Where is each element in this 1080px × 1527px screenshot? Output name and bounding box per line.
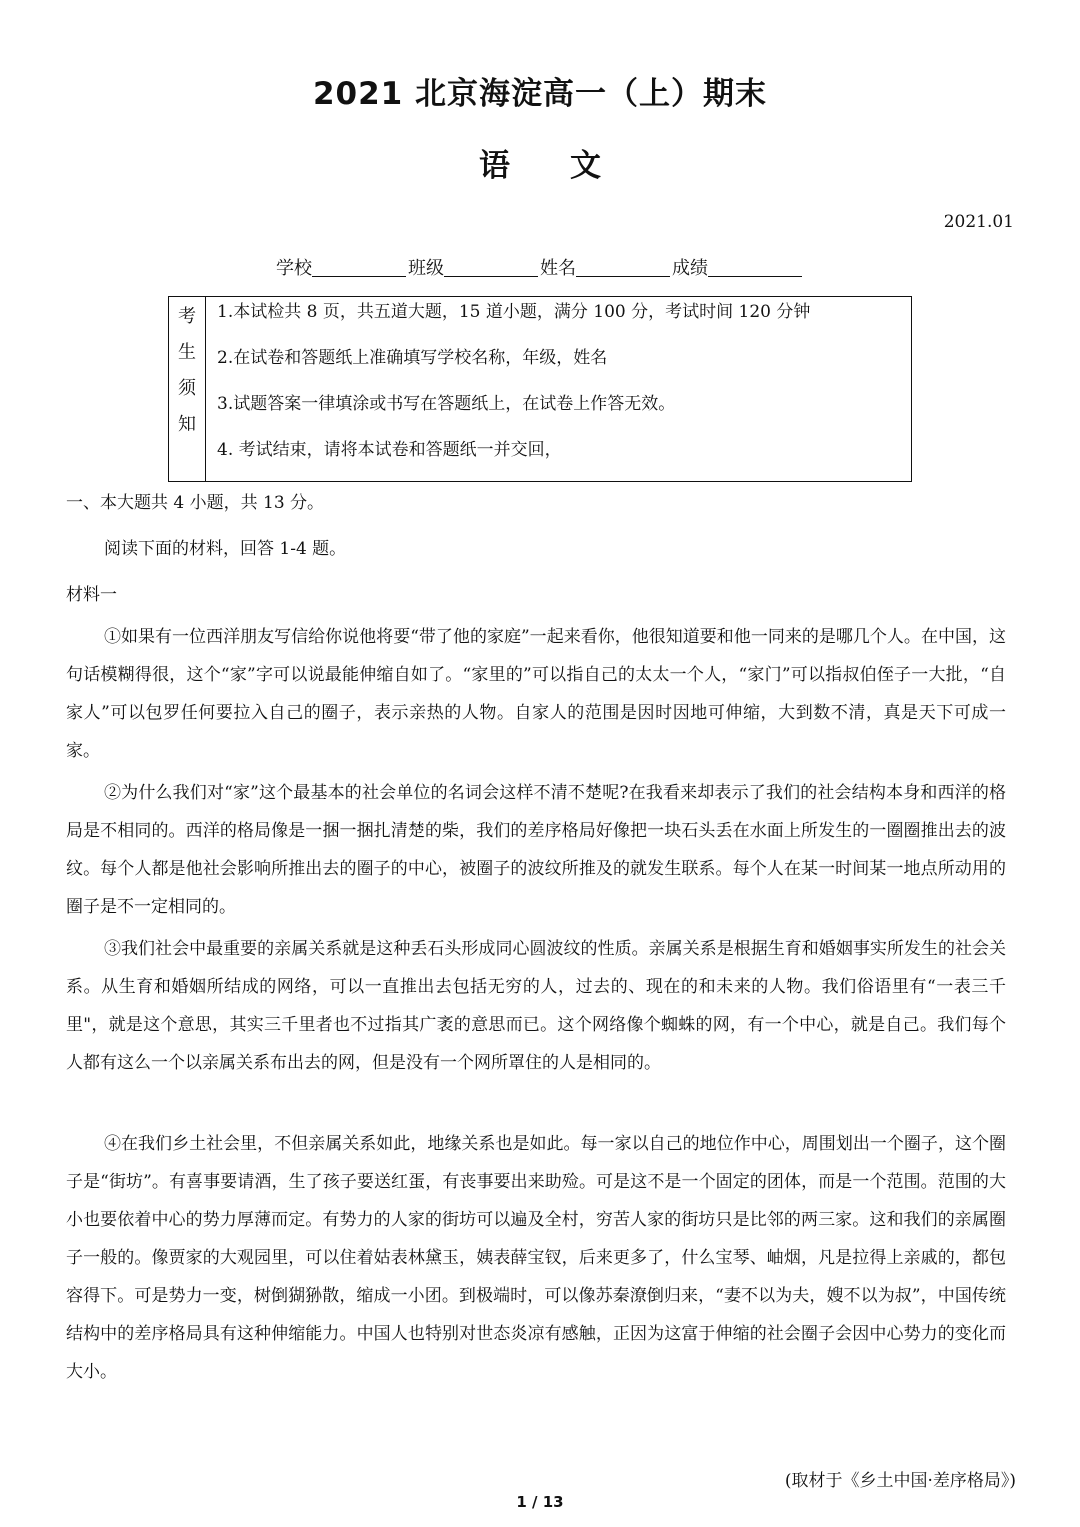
subject-char: 文: [570, 148, 601, 184]
subject-char: 语: [479, 148, 510, 184]
score-label: 成绩: [672, 258, 708, 279]
school-blank[interactable]: [312, 258, 406, 277]
paragraph-3: ③我们社会中最重要的亲属关系就是这种丢石头形成同心圆波纹的性质。亲属关系是根据生育和婚姻事实所发生的社会关系。从生育和婚姻所结成的网络，可以一直推出去包括无穷的人，过去的、现在的和未来的人物。我们俗语里有“一表三千里"，就是这个意思，其实三千里者也不过指其广袤的意思而已。这个网络像个蜘蛛的网，有一个中心，就是自己。我们每个人都有这么一个以亲属关系布出去的网，但是没有一个网所罩住的人是相同的。: [66, 939, 1006, 1073]
name-blank[interactable]: [576, 258, 670, 277]
class-blank[interactable]: [444, 258, 538, 277]
notice-side-label: [169, 297, 206, 481]
subject-title: [0, 140, 1080, 185]
notice-side-char: 须: [178, 378, 196, 399]
notice-side-char: 考: [178, 306, 196, 327]
notice-item: 2.在试卷和答题纸上准确填写学校名称，年级，姓名: [217, 348, 608, 368]
page-number: 1 / 13: [516, 1493, 564, 1511]
exam-title: 2021 北京海淀高一（上）期末: [312, 76, 768, 112]
material-label: 材料一: [66, 585, 117, 605]
source-citation: (取材于《乡土中国·差序格局》): [784, 1471, 1016, 1491]
notice-side-char: 生: [178, 342, 196, 363]
notice-items: [217, 301, 905, 485]
score-blank[interactable]: [708, 258, 802, 277]
notice-side-char: 知: [178, 414, 196, 435]
notice-item: 1.本试检共 8 页，共五道大题，15 道小题，满分 100 分，考试时间 120 分钟: [217, 302, 811, 322]
school-label: 学校: [276, 258, 312, 279]
exam-notice-box: [168, 296, 912, 482]
student-info-row: [276, 254, 804, 280]
section-heading: 一、本大题共 4 小题，共 13 分。: [66, 493, 325, 513]
reading-instruction: 阅读下面的材料，回答 1-4 题。: [104, 539, 347, 559]
notice-item: 4. 考试结束，请将本试卷和答题纸一并交回，: [217, 440, 562, 460]
paragraph-4: ④在我们乡土社会里，不但亲属关系如此，地缘关系也是如此。每一家以自己的地位作中心，周围划出一个圈子，这个圈子是“街坊”。有喜事要请酒，生了孩子要送红蛋，有丧事要出来助殓。可是这不是一个固定的团体，而是一个范围。范围的大小也要依着中心的势力厚薄而定。有势力的人家的街坊可以遍及全村，穷苦人家的街坊只是比邻的两三家。这和我们的亲属圈子一般的。像贾家的大观园里，可以住着姑表林黛玉，姨表薛宝钗，后来更多了，什么宝琴、岫烟，凡是拉得上亲戚的，都包容得下。可是势力一变，树倒猢狲散，缩成一小团。到极端时，可以像苏秦潦倒归来，“妻不以为夫，嫂不以为叔”，中国传统结构中的差序格局具有这种伸缩能力。中国人也特别对世态炎凉有感触，正因为这富于伸缩的社会圈子会因中心势力的变化而大小。: [66, 1134, 1006, 1382]
name-label: 姓名: [540, 258, 576, 279]
exam-date: 2021.01: [943, 212, 1014, 232]
notice-item: 3.试题答案一律填涂或书写在答题纸上，在试卷上作答无效。: [217, 394, 676, 414]
paragraph-1: ①如果有一位西洋朋友写信给你说他将要“带了他的家庭”一起来看你，他很知道要和他一同来的是哪几个人。在中国，这句话模糊得很，这个“家”字可以说最能伸缩自如了。“家里的”可以指自己的太太一个人，“家门”可以指叔伯侄子一大批，“自家人”可以包罗任何要拉入自己的圈子，表示亲热的人物。自家人的范围是因时因地可伸缩，大到数不清，真是天下可成一家。: [66, 627, 1006, 761]
paragraph-2: ②为什么我们对“家”这个最基本的社会单位的名词会这样不清不楚呢?在我看来却表示了我们的社会结构本身和西洋的格局是不相同的。西洋的格局像是一捆一捆扎清楚的柴，我们的差序格局好像把一块石头丢在水面上所发生的一圈圈推出去的波纹。每个人都是他社会影响所推出去的圈子的中心，被圈子的波纹所推及的就发生联系。每个人在某一时间某一地点所动用的圈子是不一定相同的。: [66, 783, 1006, 917]
class-label: 班级: [408, 258, 444, 279]
